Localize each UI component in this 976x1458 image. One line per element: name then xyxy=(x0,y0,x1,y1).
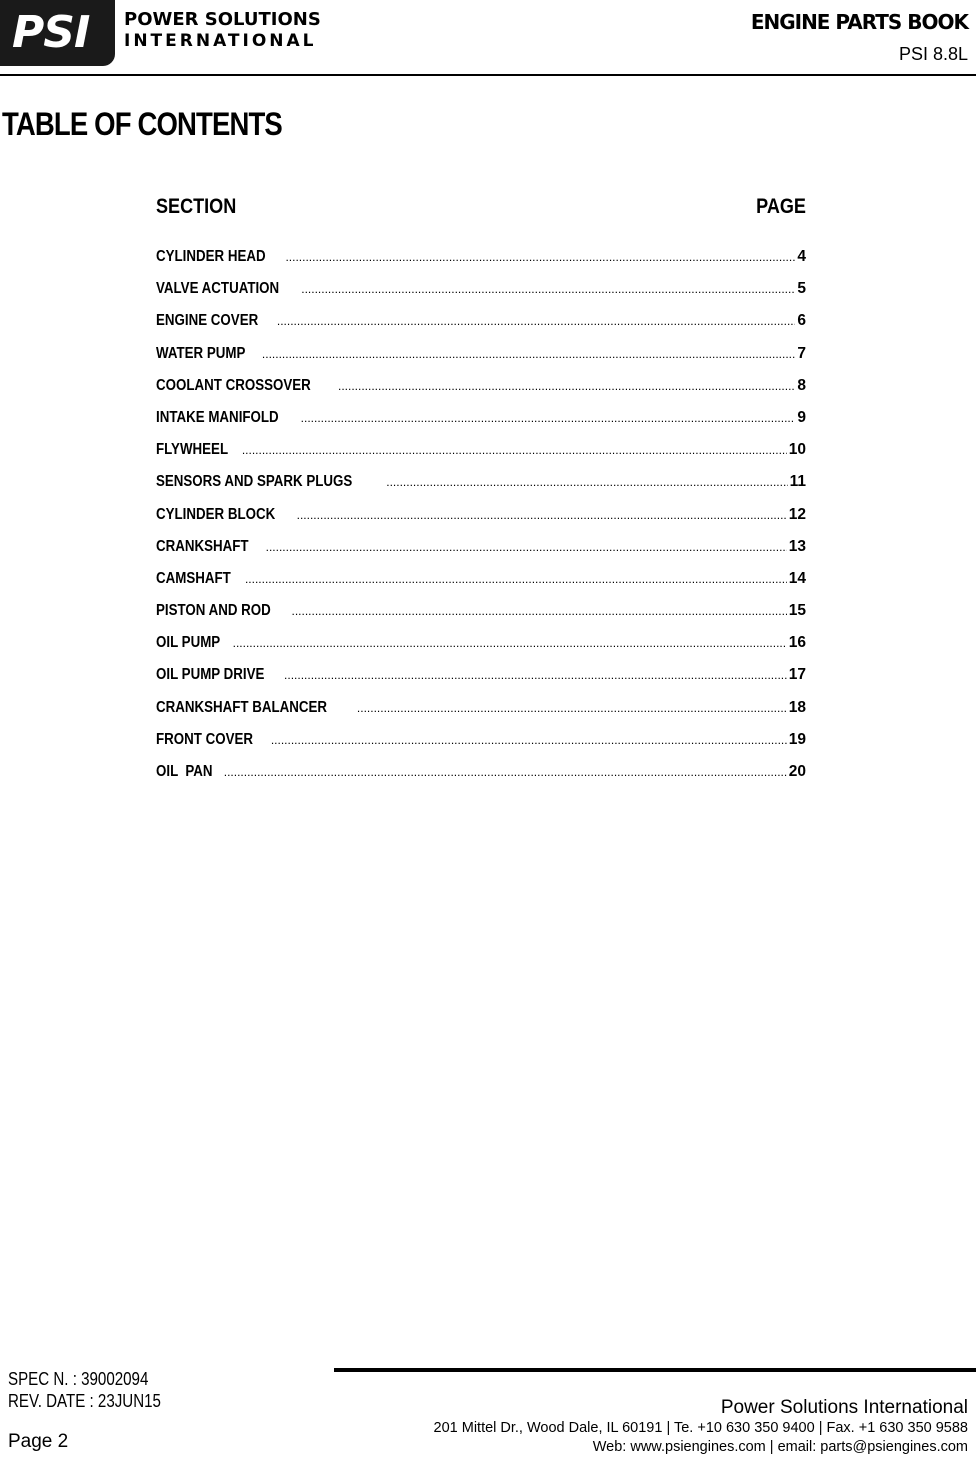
toc-entry[interactable] xyxy=(156,505,806,537)
toc-entry-title: OIL PUMP xyxy=(156,634,221,652)
page-column-header: PAGE xyxy=(756,195,806,218)
company-address: 201 Mittel Dr., Wood Dale, IL 60191 | Te. +10 630 350 9400 | Fax. +1 630 350 9588 xyxy=(433,1420,968,1436)
logo-mark: PSI xyxy=(12,7,90,58)
company-name: Power Solutions International xyxy=(720,1397,968,1418)
toc-dot-leader xyxy=(285,247,795,267)
footer-divider xyxy=(334,1368,976,1372)
toc-entry-title: VALVE ACTUATION xyxy=(156,280,280,298)
toc-entry[interactable] xyxy=(156,279,806,311)
toc-entry[interactable] xyxy=(156,698,806,730)
toc-entry-title: CRANKSHAFT BALANCER xyxy=(156,698,328,716)
company-info xyxy=(434,1396,968,1457)
toc-entry-title: OIL PAN xyxy=(156,763,213,780)
toc-entry-title: CAMSHAFT xyxy=(156,569,231,587)
toc-entry-page: 5 xyxy=(797,280,806,298)
header-divider xyxy=(0,74,976,76)
toc-entry-page: 4 xyxy=(797,248,806,265)
toc-list xyxy=(156,247,806,794)
toc-entry[interactable] xyxy=(156,601,806,633)
toc-entry[interactable] xyxy=(156,376,806,408)
toc-dot-leader xyxy=(284,665,787,685)
toc-entry[interactable] xyxy=(156,472,806,504)
toc-entry-page: 7 xyxy=(797,344,806,362)
toc-entry-title: CYLINDER BLOCK xyxy=(156,505,276,523)
toc-entry-page: 8 xyxy=(797,376,806,394)
page-header xyxy=(0,0,976,76)
toc-dot-leader xyxy=(242,440,787,460)
toc-dot-leader xyxy=(301,279,795,299)
toc-dot-leader xyxy=(338,376,795,396)
section-column-header: SECTION xyxy=(156,195,237,218)
company-web: Web: www.psiengines.com | email: parts@psiengines.com xyxy=(592,1439,968,1455)
toc-entry[interactable] xyxy=(156,633,806,665)
toc-entry-title: ENGINE COVER xyxy=(156,312,259,330)
toc-entry-title: OIL PUMP DRIVE xyxy=(156,666,265,684)
toc-entry-page: 13 xyxy=(788,537,806,555)
toc-entry-page: 14 xyxy=(788,569,806,587)
toc-entry[interactable] xyxy=(156,408,806,440)
toc-entry-title: CYLINDER HEAD xyxy=(156,248,266,265)
toc-entry-title: WATER PUMP xyxy=(156,344,246,362)
toc-entry-page: 20 xyxy=(788,763,806,780)
toc-entry-title: COOLANT CROSSOVER xyxy=(156,376,311,394)
toc-dot-leader xyxy=(245,569,787,589)
spec-block xyxy=(8,1368,161,1412)
page-number: Page 2 xyxy=(8,1431,69,1452)
toc-entry-page: 18 xyxy=(788,698,806,716)
toc-entry-title: INTAKE MANIFOLD xyxy=(156,408,279,426)
toc-entry[interactable] xyxy=(156,440,806,472)
toc-entry[interactable] xyxy=(156,569,806,601)
toc-dot-leader xyxy=(277,311,796,331)
spec-number: SPEC N. : 39002094 xyxy=(8,1369,149,1389)
toc-entry[interactable] xyxy=(156,311,806,343)
logo-name-line2: INTERNATIONAL xyxy=(124,31,317,51)
toc-entry-title: CRANKSHAFT xyxy=(156,537,249,555)
logo-name-line1: POWER SOLUTIONS xyxy=(124,9,321,30)
toc-dot-leader xyxy=(386,472,787,492)
toc-entry-page: 9 xyxy=(797,408,806,426)
toc-entry[interactable] xyxy=(156,247,806,279)
toc-dot-leader xyxy=(297,505,787,525)
toc-entry-page: 16 xyxy=(788,634,806,652)
toc-entry[interactable] xyxy=(156,730,806,762)
toc-entry-page: 10 xyxy=(788,441,806,459)
toc-dot-leader xyxy=(262,344,795,364)
toc-dot-leader xyxy=(233,633,787,653)
page-title: TABLE OF CONTENTS xyxy=(2,106,282,142)
toc-dot-leader xyxy=(266,537,787,557)
toc-entry-title: PISTON AND ROD xyxy=(156,602,271,620)
toc-entry-title: FLYWHEEL xyxy=(156,441,229,459)
toc-entry-page: 19 xyxy=(788,730,806,748)
document-title: ENGINE PARTS BOOK xyxy=(750,10,968,34)
toc-entry[interactable] xyxy=(156,537,806,569)
toc-dot-leader xyxy=(271,730,787,750)
toc-dot-leader xyxy=(224,762,787,782)
psi-logo xyxy=(0,0,115,66)
toc-entry-page: 6 xyxy=(797,312,806,330)
toc-entry-page: 15 xyxy=(788,602,806,620)
toc-dot-leader xyxy=(357,698,787,718)
toc-dot-leader xyxy=(301,408,796,428)
toc-entry-title: SENSORS AND SPARK PLUGS xyxy=(156,473,353,491)
revision-date: REV. DATE : 23JUN15 xyxy=(8,1391,161,1411)
document-subtitle: PSI 8.8L xyxy=(898,44,968,64)
toc-entry-title: FRONT COVER xyxy=(156,730,254,748)
toc-entry[interactable] xyxy=(156,762,806,794)
toc-dot-leader xyxy=(291,601,786,621)
toc-entry-page: 11 xyxy=(789,473,806,491)
toc-entry[interactable] xyxy=(156,665,806,697)
toc-entry[interactable] xyxy=(156,344,806,376)
logo-company-name xyxy=(124,9,344,51)
toc-entry-page: 17 xyxy=(788,666,806,684)
toc-entry-page: 12 xyxy=(788,505,806,523)
